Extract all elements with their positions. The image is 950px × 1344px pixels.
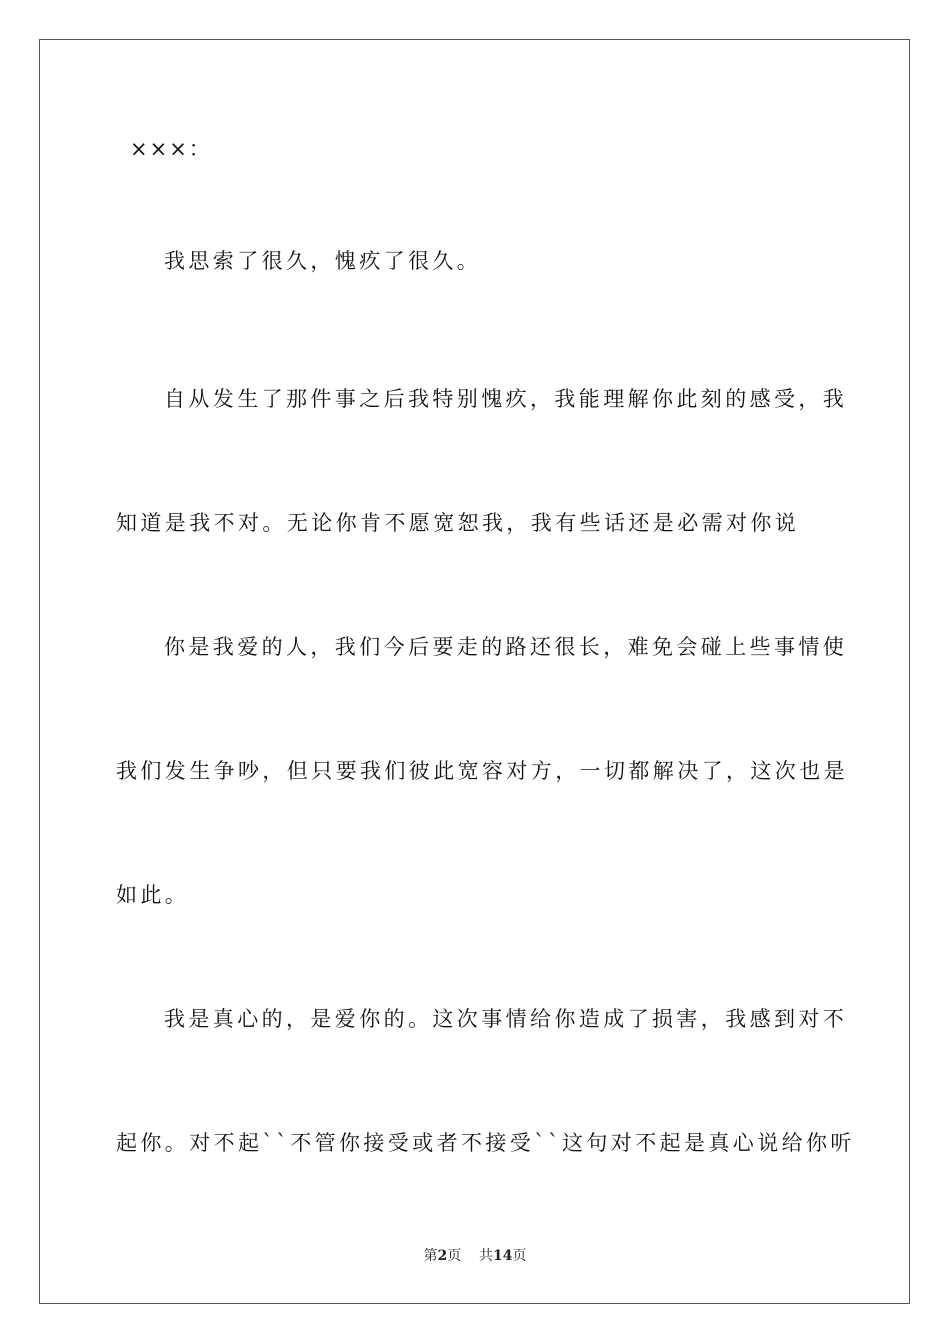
total-suffix: 页 [512, 1248, 527, 1264]
total-pages: 14 [493, 1248, 513, 1264]
page-suffix: 页 [447, 1248, 462, 1264]
page-prefix: 第 [423, 1248, 438, 1264]
paragraph-2-line-1: 自从发生了那件事之后我特别愧疚，我能理解你此刻的感受，我 [164, 387, 848, 411]
total-prefix: 共 [479, 1248, 494, 1264]
paragraph-3-line-1: 你是我爱的人，我们今后要走的路还很长，难免会碰上些事情使 [164, 635, 848, 659]
paragraph-4-line-1: 我是真心的，是爱你的。这次事情给你造成了损害，我感到对不 [164, 1007, 848, 1031]
page-footer [0, 1246, 950, 1266]
paragraph-1-line-1: 我思索了很久，愧疚了很久。 [164, 249, 482, 273]
paragraph-4-line-2: 起你。对不起``不管你接受或者不接受``这句对不起是真心说给你听 [116, 1131, 855, 1155]
paragraph-3-line-3: 如此。 [116, 883, 190, 907]
paragraph-2-line-2: 知道是我不对。无论你肯不愿宽恕我，我有些话还是必需对你说 [116, 511, 800, 535]
paragraph-3-line-2: 我们发生争吵，但只要我们彼此宽容对方，一切都解决了，这次也是 [116, 759, 848, 783]
page-border [39, 39, 910, 1304]
salutation: ×××： [130, 137, 212, 161]
page-number: 2 [437, 1248, 448, 1264]
